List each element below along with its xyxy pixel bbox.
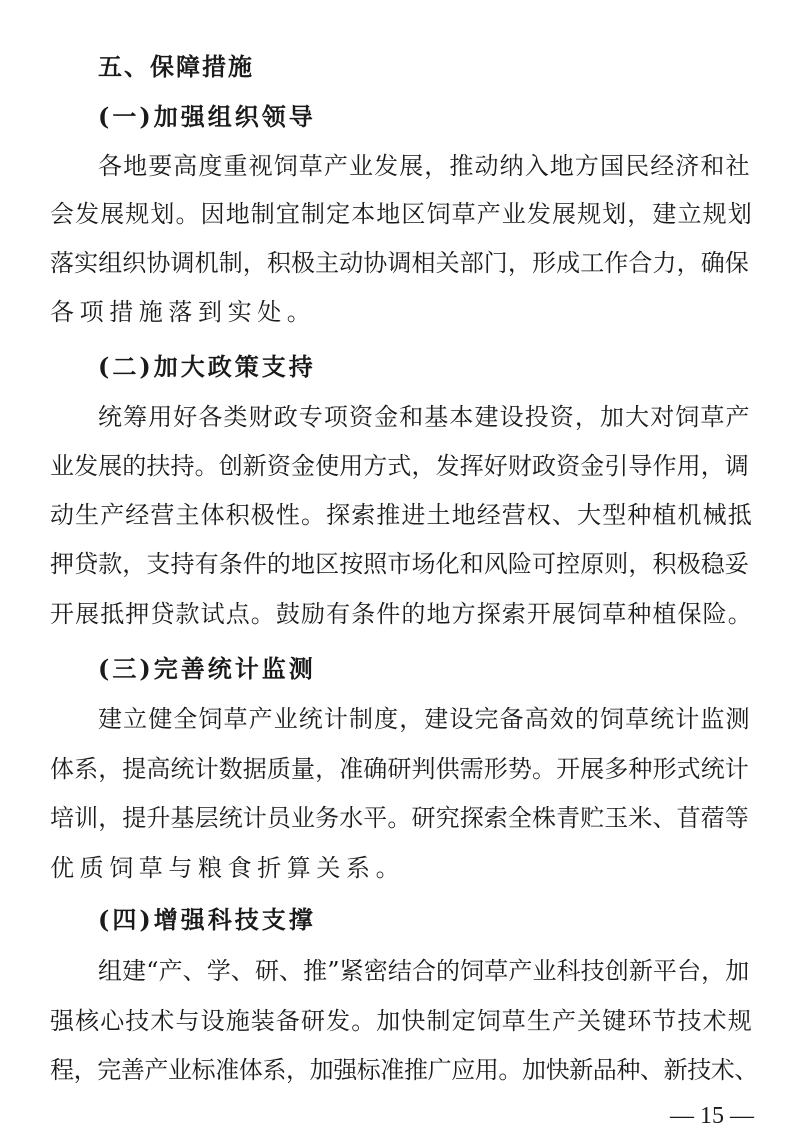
paragraph-line: 组建“产、学、研、推”紧密结合的饲草产业科技创新平台，加 [98, 957, 750, 985]
section-title: 五、保障措施 [98, 52, 254, 81]
paragraph-line: 优质饲草与粮食折算关系。 [50, 854, 406, 882]
paragraph-line: 开展抵押贷款试点。鼓励有条件的地方探索开展饲草种植保险。 [50, 600, 753, 628]
paragraph-line: 各项措施落到实处。 [50, 298, 317, 326]
paragraph-line: 押贷款，支持有条件的地区按照市场化和风险可控原则，积极稳妥 [50, 550, 749, 578]
paragraph-line: 各地要高度重视饲草产业发展，推动纳入地方国民经济和社 [98, 152, 751, 180]
page-number: — 15 — [670, 1103, 754, 1129]
subsection-heading-2: (二)加大政策支持 [98, 352, 316, 381]
paragraph-line: 建立健全饲草产业统计制度，建设完备高效的饲草统计监测 [98, 705, 751, 733]
subsection-heading-3: (三)完善统计监测 [98, 654, 316, 683]
paragraph-line: 动生产经营主体积极性。探索推进土地经营权、大型种植机械抵 [50, 501, 753, 529]
subsection-heading-4: (四)增强科技支撑 [98, 905, 316, 934]
paragraph-line: 强核心技术与设施装备研发。加快制定饲草生产关键环节技术规 [50, 1007, 753, 1035]
paragraph-line: 体系，提高统计数据质量，准确研判供需形势。开展多种形式统计 [50, 755, 749, 783]
paragraph-line: 程，完善产业标准体系，加强标准推广应用。加快新品种、新技术、 [50, 1056, 758, 1084]
paragraph-line: 会发展规划。因地制宜制定本地区饲草产业发展规划，建立规划 [50, 200, 753, 228]
paragraph-line: 落实组织协调机制，积极主动协调相关部门，形成工作合力，确保 [50, 249, 749, 277]
paragraph-line: 业发展的扶持。创新资金使用方式，发挥好财政资金引导作用，调 [50, 452, 749, 480]
subsection-heading-1: (一)加强组织领导 [98, 102, 316, 131]
paragraph-line: 培训，提升基层统计员业务水平。研究探索全株青贮玉米、苜蓿等 [50, 804, 749, 832]
paragraph-line: 统筹用好各类财政专项资金和基本建设投资，加大对饲草产 [98, 403, 751, 431]
